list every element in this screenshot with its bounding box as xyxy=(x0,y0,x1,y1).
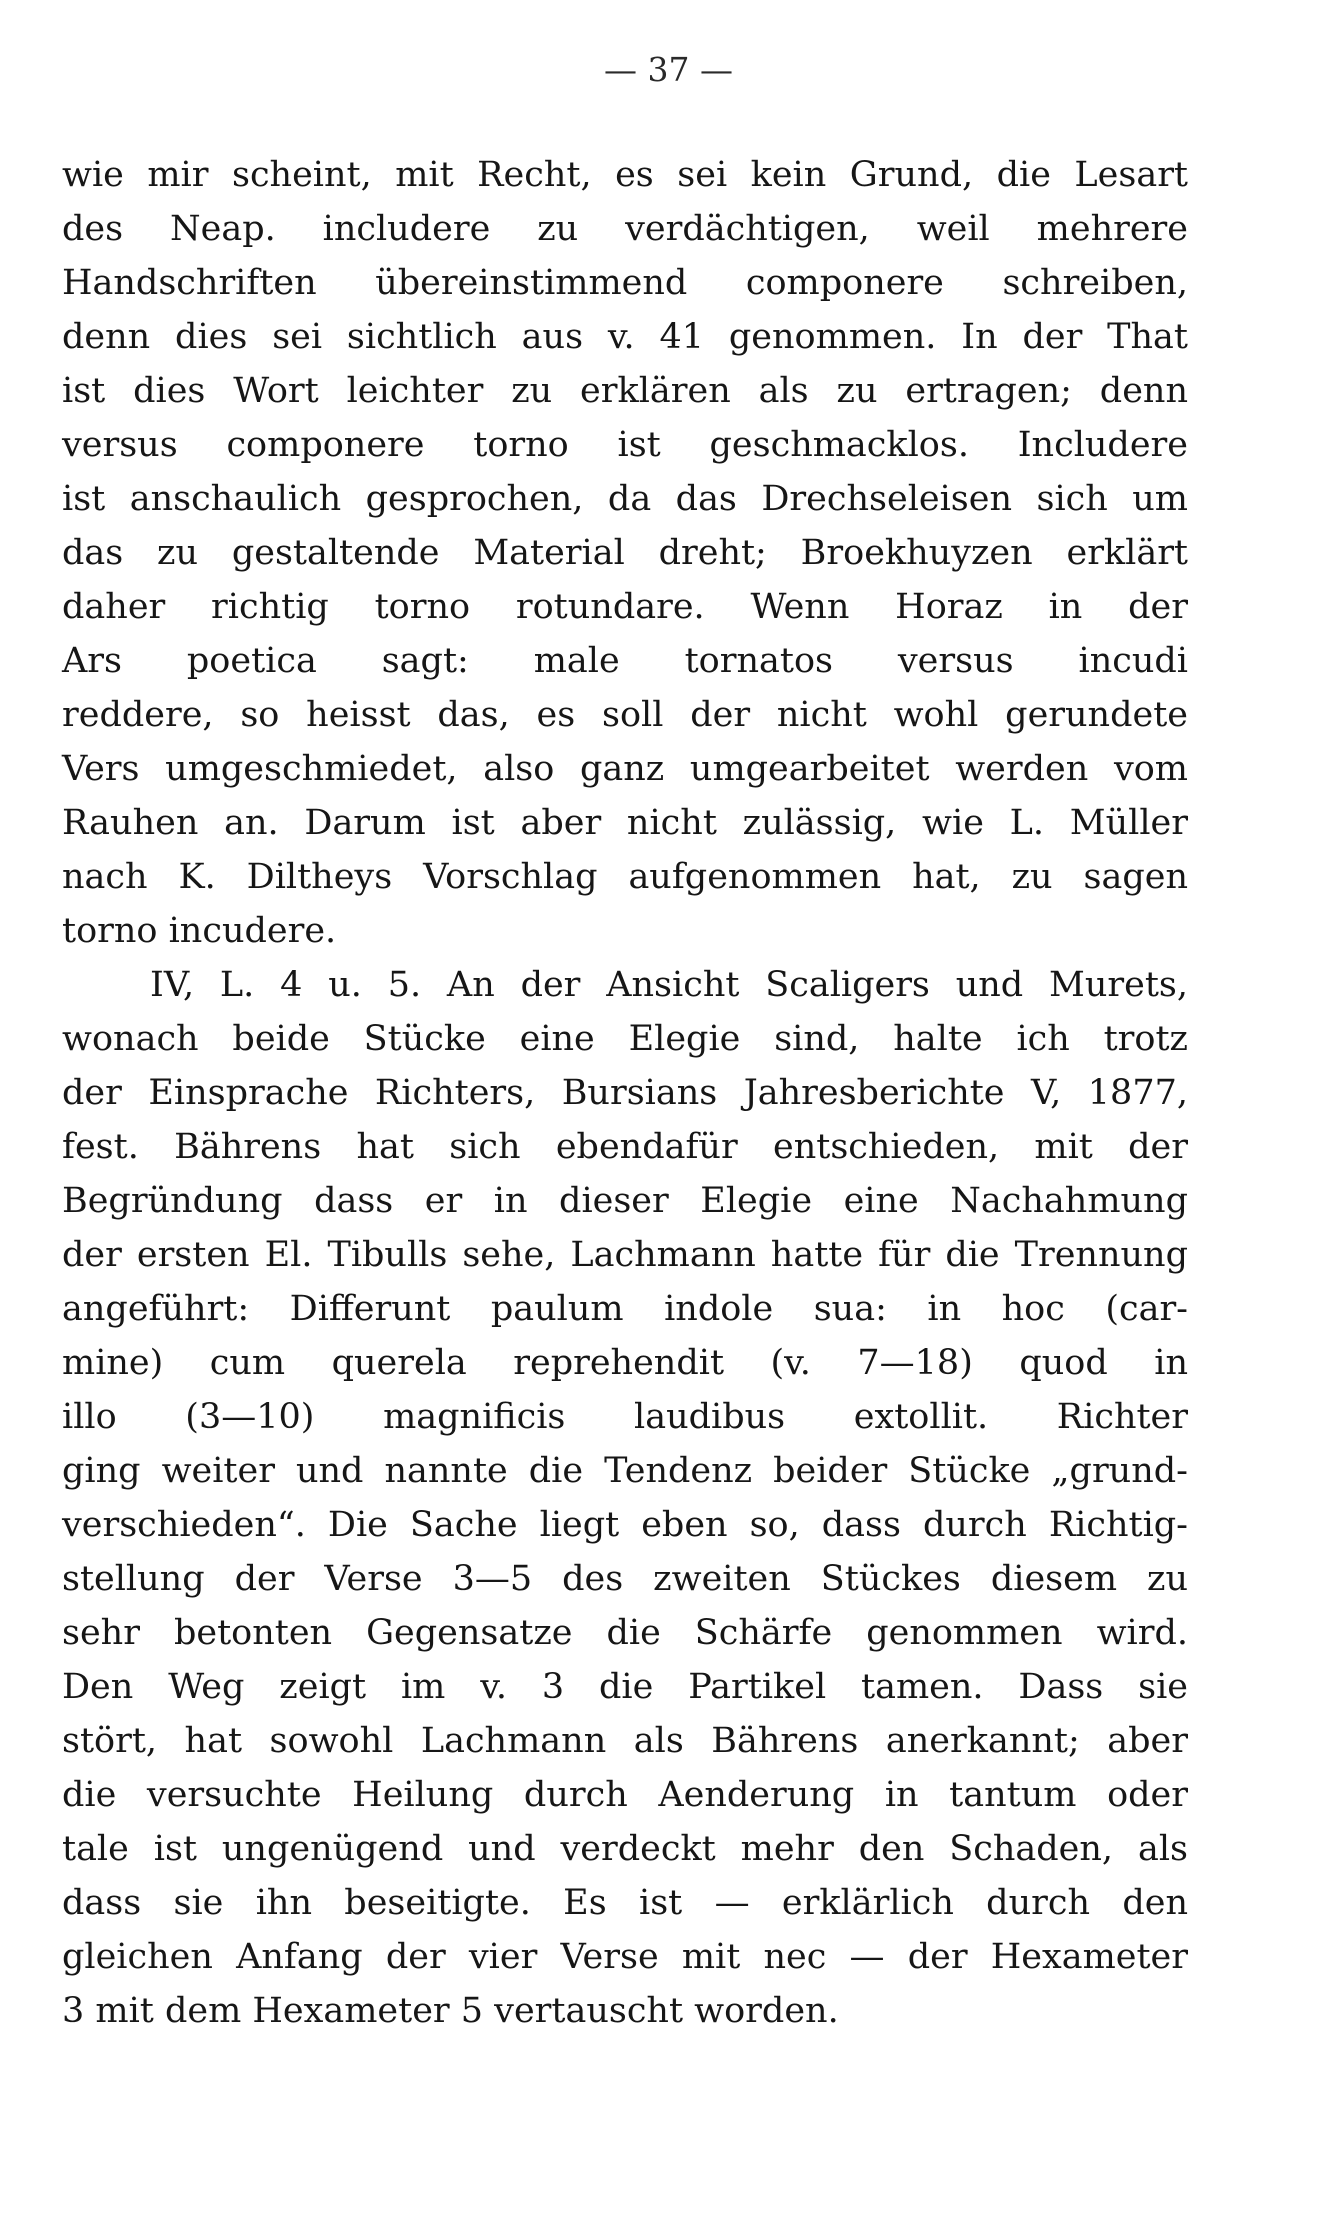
text-line: ist anschaulich gesprochen, da das Drechseleisen sich um xyxy=(62,479,1188,519)
text-line: stört, hat sowohl Lachmann als Bährens anerkannt; aber xyxy=(62,1721,1188,1761)
text-line: das zu gestaltende Material dreht; Broekhuyzen erklärt xyxy=(62,533,1188,573)
text-line: wie mir scheint, mit Recht, es sei kein Grund, die Lesart xyxy=(62,155,1188,195)
text-line: Begründung dass er in dieser Elegie eine Nachahmung xyxy=(62,1181,1188,1221)
text-line: wonach beide Stücke eine Elegie sind, halte ich trotz xyxy=(62,1019,1188,1059)
text-line: Den Weg zeigt im v. 3 die Partikel tamen. Dass sie xyxy=(62,1667,1188,1707)
text-line: ist dies Wort leichter zu erklären als zu ertragen; denn xyxy=(62,371,1188,411)
text-line: Vers umgeschmiedet, also ganz umgearbeitet werden vom xyxy=(62,749,1188,789)
page-number: — 37 — xyxy=(604,50,733,89)
text-line: illo (3—10) magnificis laudibus extollit. Richter xyxy=(62,1397,1188,1437)
text-line: Handschriften übereinstimmend componere schreiben, xyxy=(62,263,1188,303)
text-line: reddere, so heisst das, es soll der nicht wohl gerundete xyxy=(62,695,1188,735)
text-line: denn dies sei sichtlich aus v. 41 genommen. In der That xyxy=(62,317,1188,357)
text-line: der Einsprache Richters, Bursians Jahresberichte V, 1877, xyxy=(62,1073,1188,1113)
text-line: stellung der Verse 3—5 des zweiten Stückes diesem zu xyxy=(62,1559,1188,1599)
text-line: nach K. Diltheys Vorschlag aufgenommen hat, zu sagen xyxy=(62,857,1188,897)
paragraph-end-line: torno incudere. xyxy=(62,911,337,951)
text-line: dass sie ihn beseitigte. Es ist — erklärlich durch den xyxy=(62,1883,1188,1923)
text-line: gleichen Anfang der vier Verse mit nec — der Hexameter xyxy=(62,1937,1188,1977)
text-line: sehr betonten Gegensatze die Schärfe genommen wird. xyxy=(62,1613,1188,1653)
paragraph-end-line: 3 mit dem Hexameter 5 vertauscht worden. xyxy=(62,1991,839,2031)
body-text xyxy=(62,148,1188,2038)
text-line: ging weiter und nannte die Tendenz beider Stücke „grund- xyxy=(62,1451,1188,1491)
text-line: fest. Bährens hat sich ebendafür entschieden, mit der xyxy=(62,1127,1188,1167)
text-line: daher richtig torno rotundare. Wenn Horaz in der xyxy=(62,587,1188,627)
paragraph-start-line: IV, L. 4 u. 5. An der Ansicht Scaligers und Murets, xyxy=(150,965,1188,1005)
text-line: mine) cum querela reprehendit (v. 7—18) quod in xyxy=(62,1343,1188,1383)
text-line: die versuchte Heilung durch Aenderung in tantum oder xyxy=(62,1775,1188,1815)
text-line: verschieden“. Die Sache liegt eben so, dass durch Richtig- xyxy=(62,1505,1188,1545)
text-line: Ars poetica sagt: male tornatos versus incudi xyxy=(62,641,1188,681)
text-line: des Neap. includere zu verdächtigen, weil mehrere xyxy=(62,209,1188,249)
text-line: der ersten El. Tibulls sehe, Lachmann hatte für die Trennung xyxy=(62,1235,1188,1275)
text-line: tale ist ungenügend und verdeckt mehr den Schaden, als xyxy=(62,1829,1188,1869)
text-line: versus componere torno ist geschmacklos. Includere xyxy=(62,425,1188,465)
text-line: angeführt: Differunt paulum indole sua: in hoc (car- xyxy=(62,1289,1188,1329)
text-line: Rauhen an. Darum ist aber nicht zulässig, wie L. Müller xyxy=(62,803,1188,843)
